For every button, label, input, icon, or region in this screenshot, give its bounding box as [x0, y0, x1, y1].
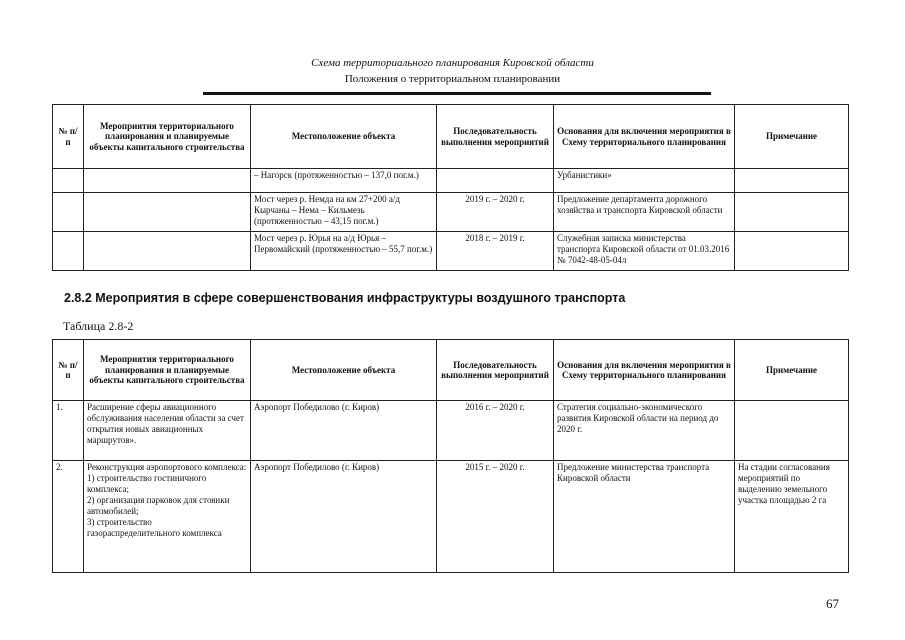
- cell-measure: Расширение сферы авиационного обслуживания населения области за счет открытия новых авиационных маршрутов».: [84, 401, 251, 461]
- cell-location: Мост через р. Юрья на а/д Юрья – Первомайский (протяженностью – 55,7 пог.м.): [251, 232, 437, 271]
- col-header-measures: Мероприятия территориального планирования и планируемые объекты капитального строительства: [84, 105, 251, 169]
- col-header-location: Местоположение объекта: [251, 340, 437, 401]
- cell-num: [53, 193, 84, 232]
- cell-measure: [84, 232, 251, 271]
- cell-num: 1.: [53, 401, 84, 461]
- header-rule: [203, 92, 711, 95]
- table-row: [53, 461, 849, 573]
- col-header-location: Местоположение объекта: [251, 105, 437, 169]
- col-header-num: № п/п: [53, 105, 84, 169]
- cell-note: [735, 232, 849, 271]
- table-row: [53, 193, 849, 232]
- cell-location: Аэропорт Победилово (г. Киров): [251, 401, 437, 461]
- cell-basis: Урбанистики»: [554, 169, 735, 193]
- table-row: [53, 169, 849, 193]
- cell-num: [53, 232, 84, 271]
- cell-period: 2018 г. – 2019 г.: [437, 232, 554, 271]
- cell-measure: [84, 169, 251, 193]
- cell-basis: Предложение министерства транспорта Кировской области: [554, 461, 735, 573]
- cell-note: На стадии согласования мероприятий по выделению земельного участка площадью 2 га: [735, 461, 849, 573]
- cell-basis: Служебная записка министерства транспорта Кировской области от 01.03.2016 № 7042-48-05-04л: [554, 232, 735, 271]
- document-header-title: Схема территориального планирования Кировской области: [311, 57, 594, 69]
- col-header-note: Примечание: [735, 105, 849, 169]
- cell-period: 2015 г. – 2020 г.: [437, 461, 554, 573]
- cell-period: 2016 г. – 2020 г.: [437, 401, 554, 461]
- table-row: [53, 401, 849, 461]
- table-caption: Таблица 2.8-2: [63, 319, 134, 333]
- cell-note: [735, 401, 849, 461]
- col-header-sequence: Последовательность выполнения мероприятий: [437, 105, 554, 169]
- section-title: 2.8.2 Мероприятия в сфере совершенствования инфраструктуры воздушного транспорта: [64, 291, 626, 305]
- cell-num: [53, 169, 84, 193]
- cell-num: 2.: [53, 461, 84, 573]
- col-header-note: Примечание: [735, 340, 849, 401]
- col-header-basis: Основания для включения мероприятия в Схему территориального планирования: [554, 340, 735, 401]
- table-row: [53, 232, 849, 271]
- cell-basis: Стратегия социально-экономического развития Кировской области на период до 2020 г.: [554, 401, 735, 461]
- cell-period: 2019 г. – 2020 г.: [437, 193, 554, 232]
- col-header-measures: Мероприятия территориального планирования и планируемые объекты капитального строительства: [84, 340, 251, 401]
- document-header-subtitle: Положения о территориальном планировании: [344, 73, 561, 85]
- table-header-row: [53, 340, 849, 401]
- cell-location: – Нагорск (протяженностью – 137,0 пог.м.): [251, 169, 437, 193]
- cell-basis: Предложение департамента дорожного хозяйства и транспорта Кировской области: [554, 193, 735, 232]
- col-header-num: № п/п: [53, 340, 84, 401]
- cell-note: [735, 193, 849, 232]
- table-header-row: [53, 105, 849, 169]
- page-number: 67: [826, 596, 839, 611]
- col-header-basis: Основания для включения мероприятия в Схему территориального планирования: [554, 105, 735, 169]
- cell-note: [735, 169, 849, 193]
- cell-period: [437, 169, 554, 193]
- cell-measure: [84, 193, 251, 232]
- col-header-sequence: Последовательность выполнения мероприятий: [437, 340, 554, 401]
- cell-location: Аэропорт Победилово (г. Киров): [251, 461, 437, 573]
- table-continuation: [52, 104, 849, 271]
- cell-location: Мост через р. Немда на км 27+200 а/д Кырчаны – Нема – Кильмезь (протяженностью – 43,15 пог.м.): [251, 193, 437, 232]
- table-air-transport: [52, 339, 849, 573]
- cell-measure: Реконструкция аэропортового комплекса: 1) строительство гостиничного комплекса; 2) организация парковок для стоянки автомобилей; 3) строительство газораспределительного комплекса: [84, 461, 251, 573]
